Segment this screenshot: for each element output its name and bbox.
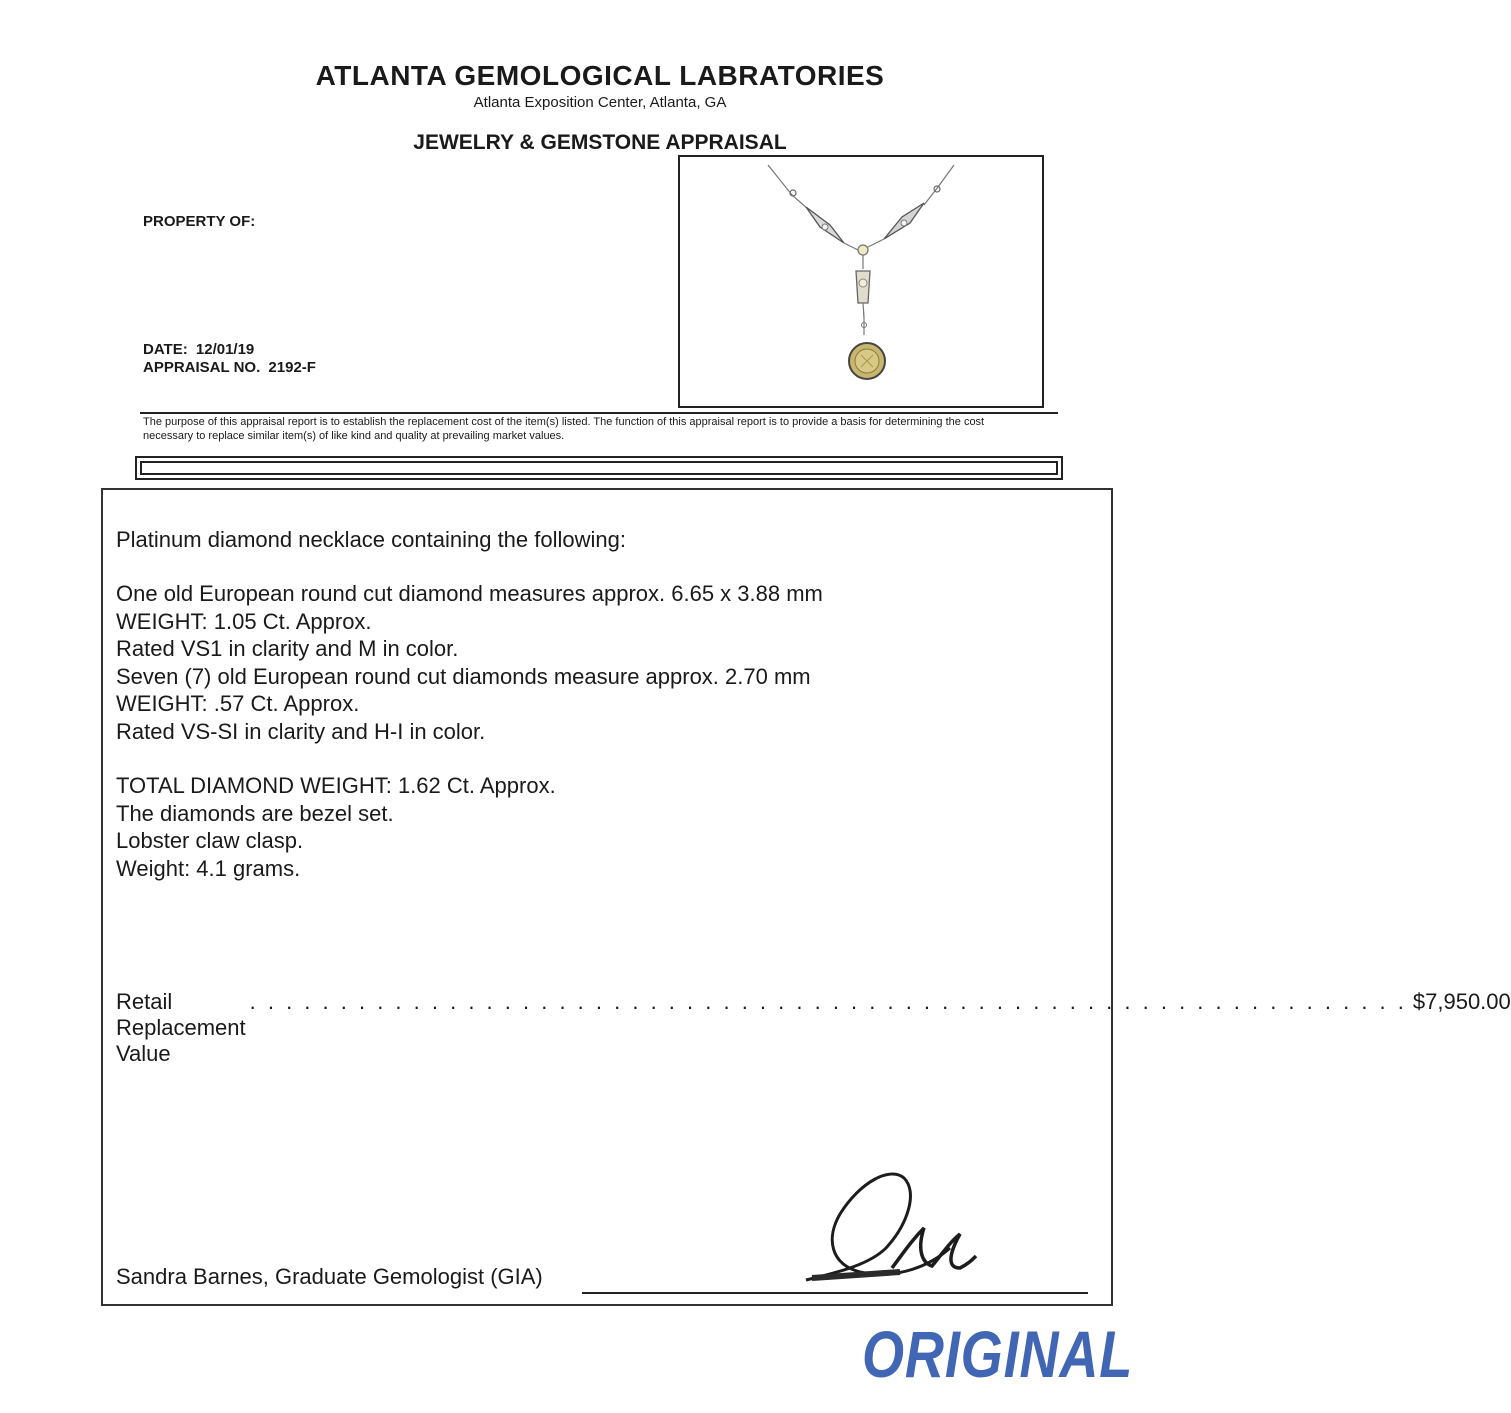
summary-details — [116, 772, 556, 882]
description-intro: Platinum diamond necklace containing the following: — [116, 527, 626, 552]
appraisal-number-row — [143, 359, 316, 376]
purpose-divider — [140, 412, 1058, 414]
date-label: DATE: — [143, 341, 188, 358]
lab-name: ATLANTA GEMOLOGICAL LABRATORIES — [315, 60, 885, 91]
signer-name: Sandra Barnes, Graduate Gemologist (GIA) — [116, 1264, 543, 1289]
item-photo — [678, 155, 1044, 408]
date-row — [143, 341, 254, 358]
appraisal-number-label: APPRAISAL NO. — [143, 359, 261, 376]
detail-line: One old European round cut diamond measures approx. 6.65 x 3.88 mm — [116, 581, 823, 606]
signature-line — [582, 1292, 1088, 1294]
original-stamp: ORIGINAL — [862, 1317, 1134, 1391]
detail-line: Rated VS-SI in clarity and H-I in color. — [116, 718, 486, 744]
replacement-value-amount: $7,950.00 — [1412, 989, 1511, 1014]
decorative-double-bar — [135, 456, 1063, 480]
detail-line: WEIGHT: .57 Ct. Approx. — [116, 691, 360, 716]
detail-line: Rated VS1 in clarity and M in color. — [116, 636, 459, 661]
detail-line: TOTAL DIAMOND WEIGHT: 1.62 Ct. Approx. — [116, 773, 556, 798]
handwritten-signature — [800, 1168, 980, 1288]
dot-leader: . . . . . . . . . . . . . . . . . . . . . . . . . . . . . . . . . . . . . . . . . . . . . . . . . . . . . . . . . . . . . . . . — [249, 989, 1407, 1014]
detail-line: Weight: 4.1 grams. — [116, 855, 301, 881]
document-title: JEWELRY & GEMSTONE APPRAISAL — [413, 131, 787, 154]
detail-line: WEIGHT: 1.05 Ct. Approx. — [116, 608, 372, 634]
purpose-line-2: necessary to replace similar item(s) of like kind and quality at prevailing market values. — [143, 430, 565, 442]
purpose-statement — [143, 415, 1063, 443]
date-value: 12/01/19 — [195, 341, 255, 358]
detail-line: Lobster claw clasp. — [116, 828, 304, 853]
necklace-image — [680, 157, 1042, 406]
replacement-value-label: Retail Replacement Value — [116, 989, 246, 1066]
appraisal-number-value: 2192-F — [268, 359, 316, 376]
detail-line: The diamonds are bezel set. — [116, 800, 394, 826]
lab-address: Atlanta Exposition Center, Atlanta, GA — [473, 94, 727, 111]
detail-line: Seven (7) old European round cut diamonds measure approx. 2.70 mm — [116, 663, 811, 689]
diamond-details — [116, 580, 823, 745]
purpose-line-1: The purpose of this appraisal report is to establish the replacement cost of the item(s) listed. The function of this appraisal report is to provide a basis for determining the cost — [143, 416, 985, 428]
replacement-value-row — [116, 989, 1511, 1067]
property-of-label: PROPERTY OF: — [143, 213, 256, 230]
